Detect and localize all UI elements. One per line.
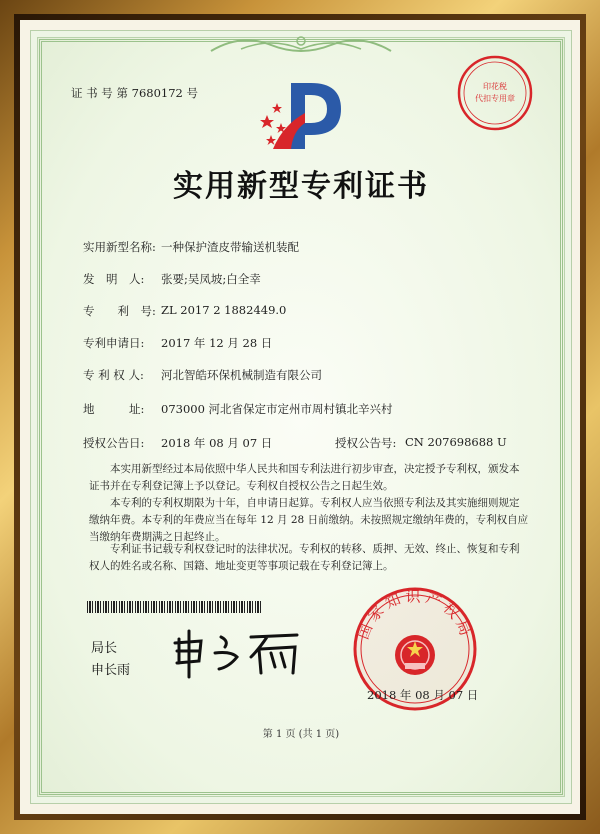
field-value: 一种保护渣皮带输送机装配 [161,240,299,254]
paragraph: 本专利的专利权期限为十年，自申请日起算。专利权人应当依照专利法及其实施细则规定缴纳年费。本专利的年费应当在每年 12 月 28 日前缴纳。未按照规定缴纳年费的，专利权自应当缴纳年费期满之日起终止。 [89,497,529,543]
field-value: 2017 年 12 月 28 日 [161,336,273,350]
field-value: 张要;吴凤坡;白全幸 [161,272,261,286]
page-info: 第 1 页 (共 1 页) [262,729,340,740]
barcode [87,601,263,613]
tax-stamp-text: 印花税 [483,82,507,91]
grant-date-label: 授权公告日: [83,436,145,450]
cert-number-value: 7680172 [131,86,183,100]
field-label: 实用新型名称: [83,240,156,254]
field-label: 发 明 人: [83,272,145,286]
director-name: 申长雨 [91,663,131,678]
seal-text: 国家知识产权局 [353,587,477,642]
director-title: 局长 [91,641,118,656]
grant-number-value: CN 207698688 U [405,435,507,449]
field-label: 地 址: [83,402,145,416]
decorative-border [39,39,563,795]
top-ornament-icon [201,31,401,57]
field-label: 专 利 号: [83,304,156,318]
field-value: ZL 2017 2 1882449.0 [161,303,287,317]
certificate-paper [30,30,572,804]
field-value: 073000 河北省保定市定州市周村镇北辛兴村 [161,402,393,416]
patent-office-logo-icon [253,75,353,151]
paragraph: 专利证书记载专利权登记时的法律状况。专利权的转移、质押、无效、终止、恢复和专利权人的姓名或名称、国籍、地址变更等事项记载在专利登记簿上。 [89,543,520,572]
grant-date-value: 2018 年 08 月 07 日 [161,436,273,450]
tax-stamp-icon [455,53,535,133]
field-value: 河北智皓环保机械制造有限公司 [161,368,322,382]
page-title: 实用新型专利证书 [173,169,429,204]
cert-number-suffix: 号 [186,86,198,100]
seal-date: 2018 年 08 月 07 日 [367,688,479,702]
grant-number-label: 授权公告号: [335,436,397,450]
cert-number-label: 证 书 号 第 [71,86,128,100]
paragraph: 本实用新型经过本局依照中华人民共和国专利法进行初步审查，决定授予专利权，颁发本证书并在专利登记簿上予以登记。专利权自授权公告之日起生效。 [89,463,520,492]
svg-text:代扣专用章: 代扣专用章 [475,94,515,103]
certificate-number [71,85,198,101]
director-signature-icon [171,627,311,679]
field-label: 专利申请日: [83,336,145,350]
field-label: 专 利 权 人: [83,368,144,382]
